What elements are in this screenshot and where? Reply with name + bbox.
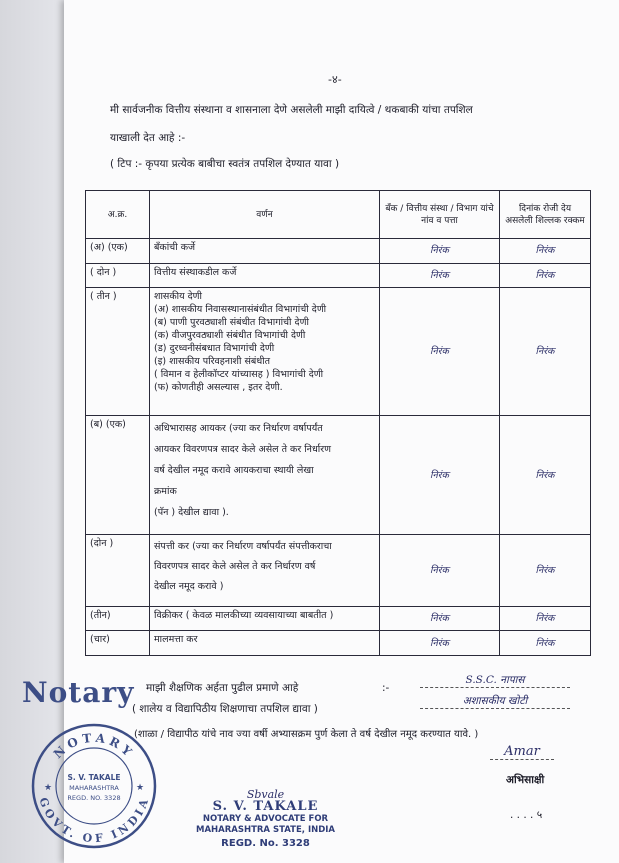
table-row xyxy=(86,263,591,288)
bank-value: निरंक xyxy=(380,415,500,535)
row-serial: (तीन) xyxy=(86,606,150,631)
education-note-2: (शाळा / विद्यापीठ यांचे नाव ज्या वर्षी अभ्यासक्रम पुर्ण केला ते वर्ष देखील नमूद करण्यात यावे. ) xyxy=(134,729,479,740)
description-line: ( विमान व हेलीकॉप्टर यांच्यासह ) विभागांची देणी xyxy=(154,369,324,381)
seal-state: MAHARASHTRA xyxy=(69,784,119,792)
bank-value: निरंक xyxy=(380,631,500,656)
bank-value: निरंक xyxy=(380,288,500,416)
intro-note: ( टिप :- कृपया प्रत्येक बाबीचा स्वतंत्र तपशिल देण्यात यावा ) xyxy=(110,158,340,170)
education-label: माझी शैक्षणिक अर्हता पुढील प्रमाणे आहे xyxy=(146,682,299,694)
row-serial: ( दोन ) xyxy=(86,263,150,288)
page-number: -४- xyxy=(328,73,342,86)
notary-regd: REGD. No. 3328 xyxy=(221,838,310,849)
header-description: वर्णन xyxy=(150,191,380,239)
description-line: विवरणपत्र सादर केले असेल ते कर निर्धारण वर्ष xyxy=(154,561,316,573)
description-line: बँकांची कर्जे xyxy=(154,242,196,253)
seal-regd: REGD. NO. 3328 xyxy=(67,794,121,802)
row-description xyxy=(150,239,380,264)
description-line: अधिभारासह आयकर (ज्या कर निर्धारण वर्षापर्यंत xyxy=(154,422,323,434)
header-date: दिनांक रोजी देय असलेली शिल्लक रक्कम xyxy=(500,191,591,239)
table-row xyxy=(86,606,591,631)
deponent-signature: Amar xyxy=(490,745,554,760)
row-description xyxy=(150,263,380,288)
description-line: (ब) पाणी पुरवठ्याशी संबंधीत विभागांची देणी xyxy=(154,317,309,329)
bank-value: निरंक xyxy=(380,606,500,631)
bank-value: निरंक xyxy=(380,263,500,288)
description-line: मालमत्ता कर xyxy=(154,634,198,646)
table-header-row xyxy=(86,191,591,239)
notary-stamp-word: Notary xyxy=(22,676,135,709)
notary-stamp xyxy=(196,788,335,849)
seal-name: S. V. TAKALE xyxy=(67,773,121,782)
bank-value: निरंक xyxy=(380,239,500,264)
row-serial: (चार) xyxy=(86,631,150,656)
amount-value: निरंक xyxy=(500,415,591,535)
row-description xyxy=(150,288,380,416)
row-description xyxy=(150,606,380,631)
description-line: (पॅन ) देखील द्यावा ). xyxy=(154,506,229,518)
description-line: विक्रीकर ( केवळ मालकीच्या व्यवसायाच्या बाबतीत ) xyxy=(154,609,334,621)
education-value-2: अशासकीय खोटी xyxy=(420,694,570,709)
row-serial: (अ) (एक) xyxy=(86,239,150,264)
amount-value: निरंक xyxy=(500,288,591,416)
header-serial: अ.क्र. xyxy=(86,191,150,239)
description-line: क्रमांक xyxy=(154,485,177,497)
description-line: वर्ष देखील नमूद करावे आयकराचा स्थायी लेखा xyxy=(154,464,314,476)
amount-value: निरंक xyxy=(500,263,591,288)
description-line: (इ) शासकीय परिवहनाशी संबंधीत xyxy=(154,356,271,368)
row-description xyxy=(150,415,380,535)
table-row xyxy=(86,239,591,264)
amount-value: निरंक xyxy=(500,239,591,264)
amount-value: निरंक xyxy=(500,606,591,631)
description-line: (अ) शासकीय निवासस्थानासंबंधीत विभागांची देणी xyxy=(154,304,327,316)
intro-line-2: याखाली देत आहे :- xyxy=(110,132,186,144)
svg-text:★: ★ xyxy=(44,783,53,793)
notary-line-1: NOTARY & ADVOCATE FOR xyxy=(202,814,329,824)
table-row xyxy=(86,415,591,535)
amount-value: निरंक xyxy=(500,631,591,656)
description-line: (फ) कोणतीही असल्यास , इतर देणी. xyxy=(154,382,283,394)
signature-label: अभिसाक्षी xyxy=(506,774,545,786)
row-serial: (ब) (एक) xyxy=(86,415,150,535)
dues-table xyxy=(85,190,591,656)
notary-line-2: MAHARASHTRA STATE, INDIA xyxy=(196,825,336,835)
description-line: वित्तीय संस्थाकडील कर्जे xyxy=(154,266,237,278)
bank-value: निरंक xyxy=(380,535,500,607)
row-description xyxy=(150,535,380,607)
row-serial: ( तीन ) xyxy=(86,288,150,416)
notary-signature: Sbvale xyxy=(246,788,285,801)
notary-seal xyxy=(30,722,158,850)
intro-line-1: मी सार्वजनीक वित्तीय संस्थाना व शासनाला देणे असलेली माझी दायित्वे / थकबाकी यांचा तपशिल xyxy=(110,104,473,116)
description-line: (ड) दुरध्वनीसंबधात विभागांची देणी xyxy=(154,343,275,355)
svg-text:★: ★ xyxy=(136,783,145,793)
row-description xyxy=(150,631,380,656)
table-row xyxy=(86,631,591,656)
table-row xyxy=(86,535,591,607)
description-line: आयकर विवरणपत्र सादर केले असेल ते कर निर्धारण xyxy=(154,443,332,455)
description-line: संपत्ती कर (ज्या कर निर्धारण वर्षापर्यंत संपत्तीकराचा xyxy=(154,541,332,553)
table-row xyxy=(86,288,591,416)
seal-bottom-text: GOVT. OF INDIA xyxy=(36,795,152,846)
education-separator: :- xyxy=(382,682,390,694)
education-value-1: S.S.C. नापास xyxy=(420,673,570,688)
education-note-1: ( शालेय व विद्यापिठीय शिक्षणाचा तपशिल द्यावा ) xyxy=(132,703,318,715)
notary-name: S. V. TAKALE xyxy=(212,799,319,814)
amount-value: निरंक xyxy=(500,535,591,607)
seal-top-text: NOTARY xyxy=(50,730,138,762)
description-line: देखील नमूद करावे ) xyxy=(154,581,224,593)
description-line: (क) वीजपुरवठ्याशी संबंधीत विभागांची देणी xyxy=(154,330,306,342)
continued-marker: . . . . ५ xyxy=(510,809,543,821)
row-serial: (दोन ) xyxy=(86,535,150,607)
header-bank: बँक / वित्तीय संस्था / विभाग यांचे नांव व पत्ता xyxy=(380,191,500,239)
description-line: शासकीय देणी xyxy=(154,291,203,303)
